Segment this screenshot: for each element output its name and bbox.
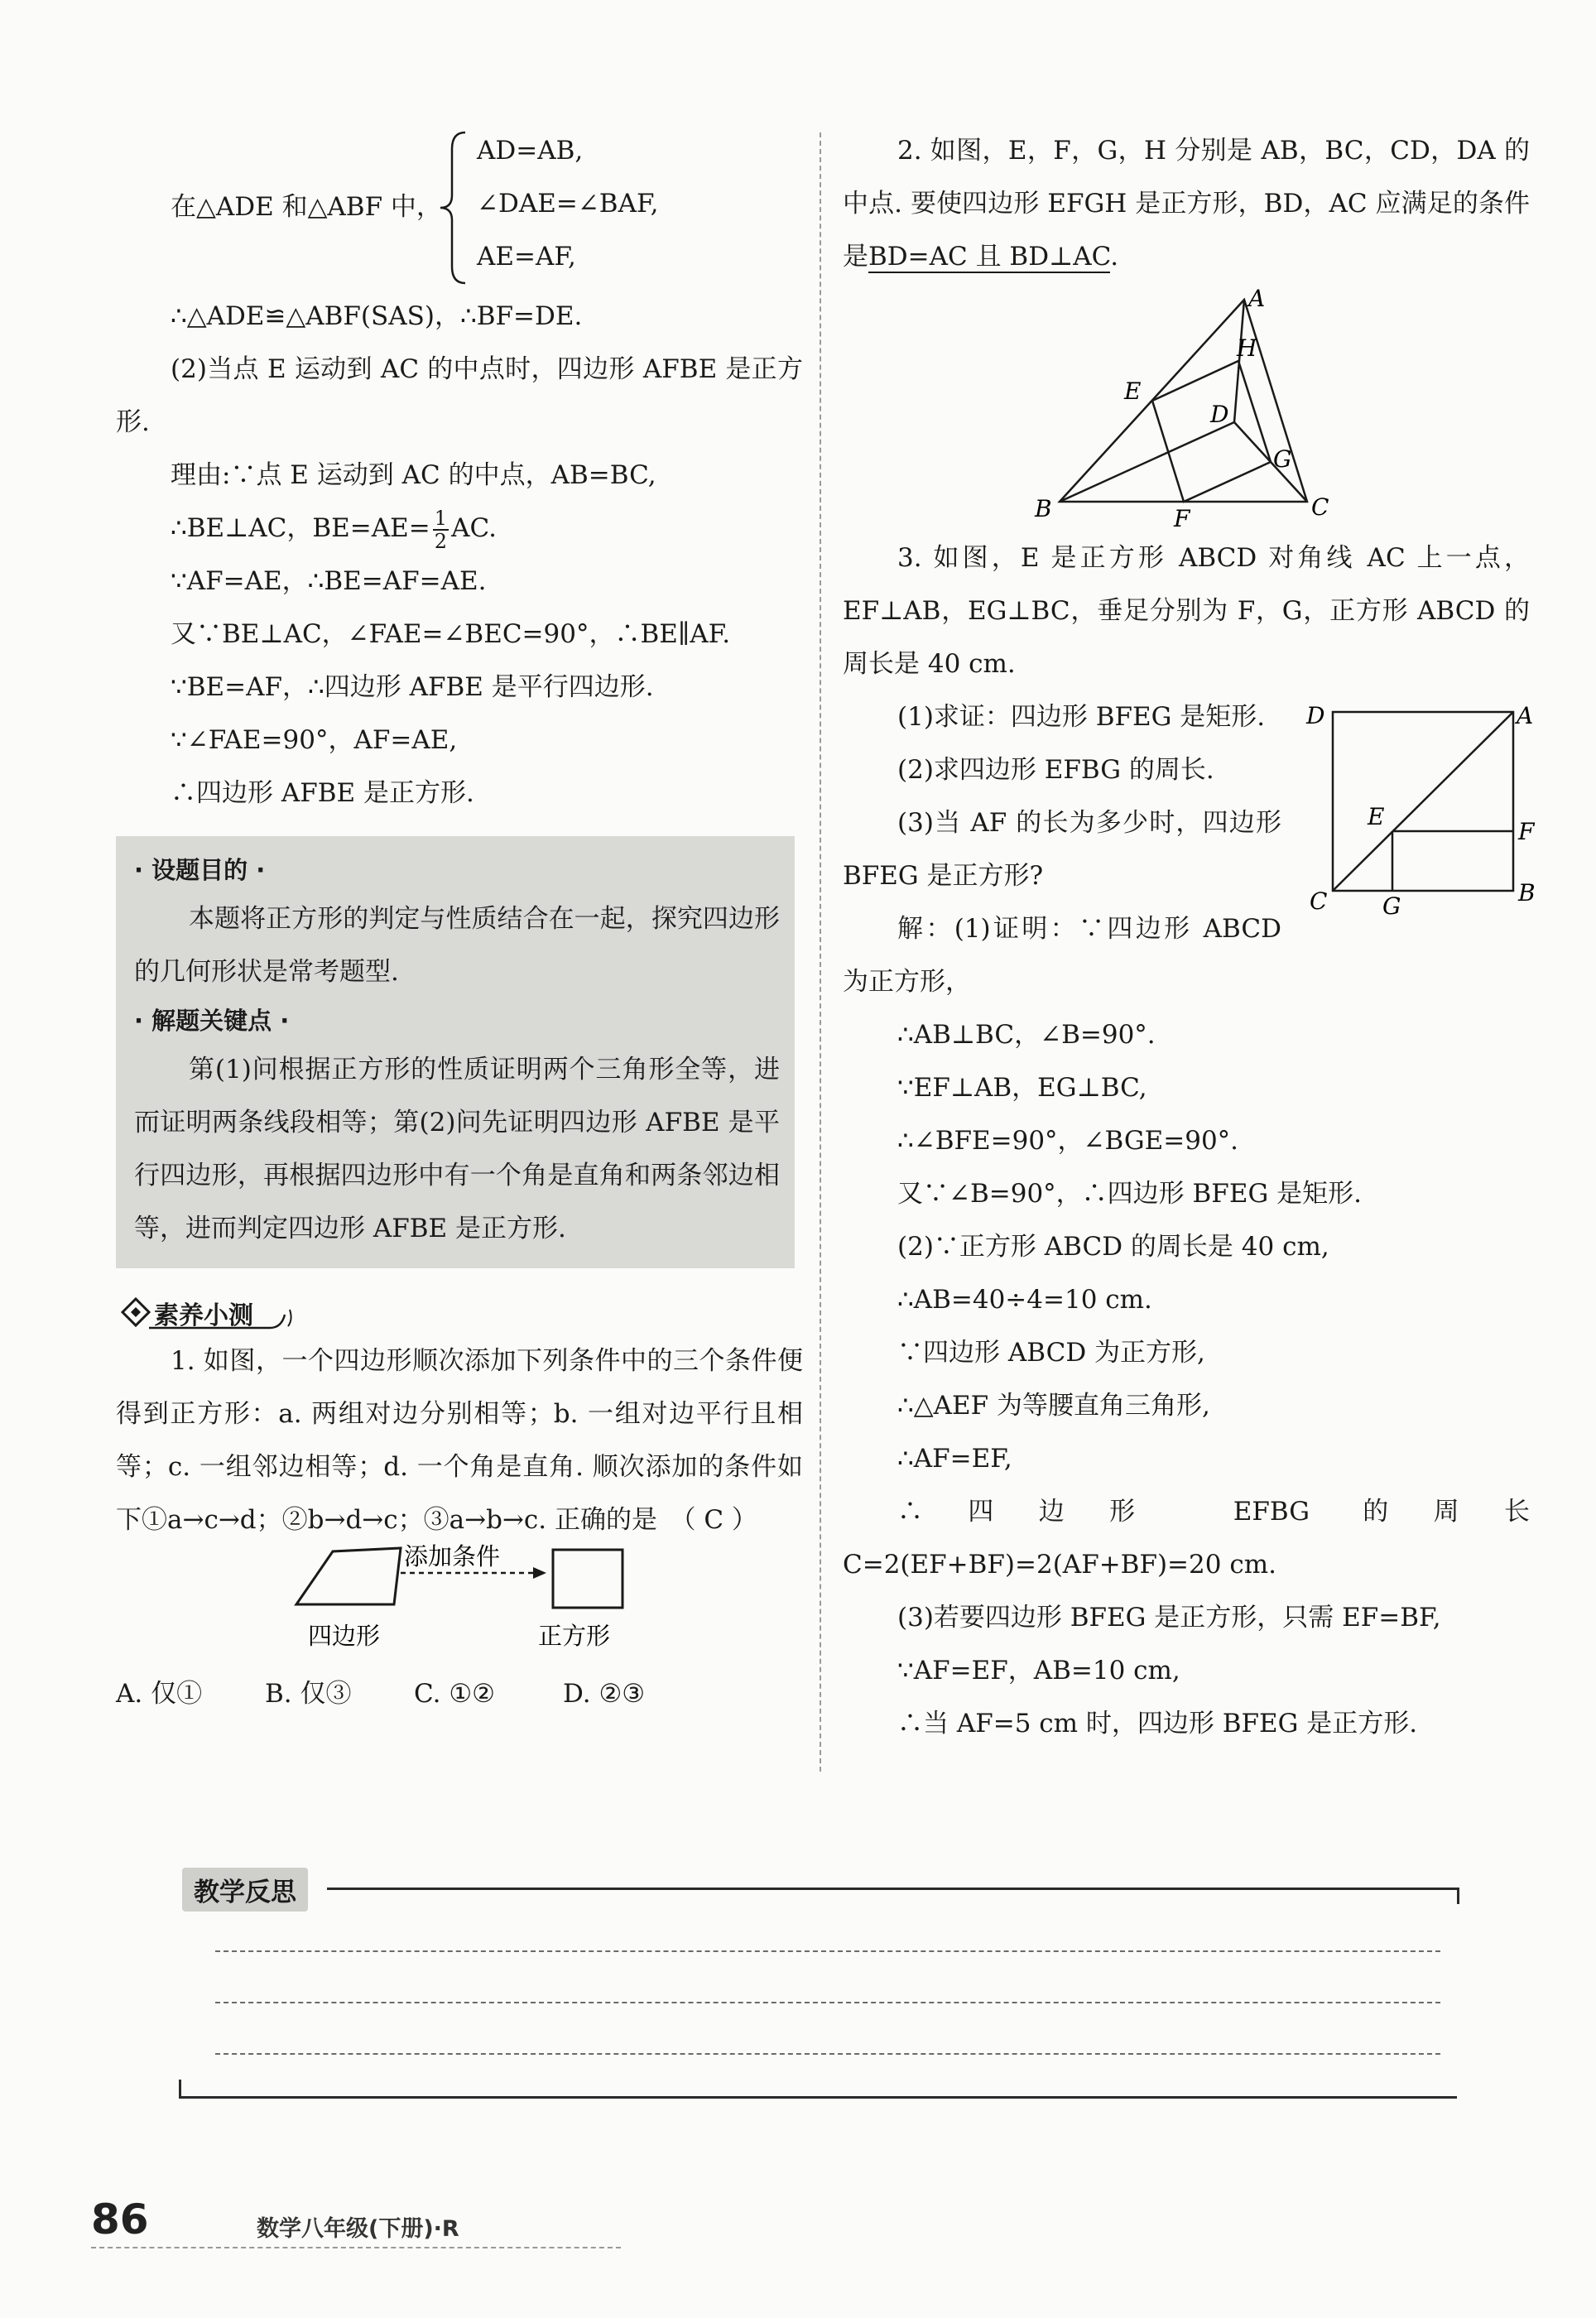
solution-intro: 解：(1)证明：∵四边形 ABCD 为正方形，: [843, 914, 1281, 997]
reflection-bottom-rule: [179, 2096, 1457, 2099]
footer-rule: [91, 2247, 621, 2248]
question-1-figure: [116, 1542, 803, 1669]
label-g: G: [1382, 892, 1401, 920]
solution-line: ∴AF=EF,: [897, 1444, 1012, 1474]
be-line: [116, 502, 803, 555]
reflection-title: 教学反思: [182, 1868, 308, 1912]
question-3-figure: [1300, 695, 1536, 920]
solution-line: ∴AB=40÷4=10 cm.: [897, 1285, 1152, 1315]
choice-b[interactable]: B. 仅③: [265, 1679, 352, 1709]
solution-line: 又∵∠B=90°，∴四边形 BFEG 是矩形.: [897, 1179, 1362, 1209]
final-line: (3)若要四边形 BFEG 是正方形，只需 EF=BF,: [897, 1603, 1441, 1633]
solution-line: (2)∵正方形 ABCD 的周长是 40 cm,: [897, 1232, 1329, 1262]
writing-line[interactable]: [215, 2002, 1440, 2003]
question-3-text: 3. 如图，E 是正方形 ABCD 对角线 AC 上一点，EF⊥AB，EG⊥BC，垂足分别为 F，G，正方形 ABCD 的周长是 40 cm.: [843, 543, 1530, 679]
column-divider: [820, 132, 821, 1772]
step-line: ∵BE=AF，∴四边形 AFBE 是平行四边形.: [171, 672, 654, 702]
label-f: F: [1518, 818, 1535, 845]
choice-d[interactable]: D. ②③: [563, 1679, 646, 1709]
label-d: D: [1210, 401, 1229, 428]
question-3-part: (2)求四边形 EFBG 的周长.: [897, 755, 1214, 785]
be-line-prefix: ∴BE⊥AC，BE=AE=: [171, 513, 430, 543]
question-2-answer: BD=AC 且 BD⊥AC: [868, 242, 1111, 272]
right-column: [843, 124, 1536, 1750]
page-footer: [91, 2195, 671, 2253]
key-text: 第(1)问根据正方形的性质证明两个三角形全等，进而证明两条线段相等；第(2)问先证明四边形 AFBE 是平行四边形，再根据四边形中有一个角是直角和两条邻边相等，进而判定四边形 AFBE 是正方形.: [134, 1055, 780, 1243]
writing-line[interactable]: [215, 1950, 1440, 1952]
reason-line: 理由:∵点 E 运动到 AC 的中点，AB=BC,: [171, 460, 656, 490]
page-number: 86: [91, 2195, 149, 2243]
label-c: C: [1311, 493, 1329, 521]
solution-line: ∴△AEF 为等腰直角三角形,: [897, 1391, 1210, 1421]
note-box: [116, 836, 795, 1268]
label-d: D: [1306, 702, 1325, 729]
label-b: B: [1518, 879, 1536, 907]
arrow-head-icon: [533, 1567, 546, 1579]
right-caption: 正方形: [538, 1622, 611, 1650]
brace-line: ∠DAE=∠BAF,: [477, 189, 659, 219]
final-line: ∵AF=EF，AB=10 cm,: [897, 1656, 1180, 1686]
perimeter-line: ∴四边形 EFBG 的周长 C=2(EF+BF)=2(AF+BF)=20 cm.: [843, 1497, 1530, 1580]
solution-line: ∴AB⊥BC，∠B=90°.: [897, 1020, 1156, 1050]
choices-row: [116, 1669, 803, 1719]
square-shape: [553, 1550, 623, 1608]
label-g: G: [1273, 445, 1292, 473]
step-line: ∵AF=AE，∴BE=AF=AE.: [171, 566, 487, 596]
brace-lines: [477, 124, 659, 283]
section-tag: [116, 1290, 803, 1335]
reflection-end-tick: [1457, 1888, 1459, 1904]
label-a: A: [1248, 285, 1266, 312]
arrow-label: 添加条件: [404, 1542, 501, 1570]
left-column: [116, 124, 803, 1719]
brace-label: 在△ADE 和△ABF 中，: [171, 192, 442, 222]
question-3-figure-wrap: [1300, 695, 1536, 920]
choice-c[interactable]: C. ①②: [414, 1679, 495, 1709]
teaching-reflection: [182, 1868, 1457, 2099]
label-c: C: [1310, 887, 1328, 915]
left-brace-icon: [437, 129, 470, 286]
solution-line: ∴∠BFE=90°，∠BGE=90°.: [897, 1126, 1239, 1156]
condition-brace-block: [171, 124, 803, 290]
book-title: 数学八年级(下册)·R: [257, 2216, 459, 2242]
solution-line: ∵四边形 ABCD 为正方形,: [897, 1338, 1205, 1368]
label-f: F: [1174, 505, 1190, 532]
label-b: B: [1035, 495, 1052, 522]
left-caption: 四边形: [308, 1622, 381, 1650]
step-line: ∵∠FAE=90°，AF=AE,: [171, 725, 458, 755]
step-line: 又∵BE⊥AC，∠FAE=∠BEC=90°，∴BE∥AF.: [171, 619, 731, 649]
congruence-line: ∴△ADE≌△ABF(SAS)，∴BF=DE.: [171, 301, 583, 331]
solution-line: ∵EF⊥AB，EG⊥BC,: [897, 1073, 1147, 1103]
question-2-text: 2. 如图，E，F，G，H 分别是 AB，BC，CD，DA 的中点. 要使四边形 EFGH 是正方形，BD，AC 应满足的条件是BD=AC 且 BD⊥AC.: [843, 136, 1530, 272]
reflection-top-rule: [327, 1888, 1457, 1890]
choice-a[interactable]: A. 仅①: [116, 1679, 203, 1709]
question-3-part: (3)当 AF 的长为多少时，四边形 BFEG 是正方形?: [843, 808, 1281, 891]
label-a: A: [1517, 702, 1534, 729]
brace-line: AD=AB,: [477, 136, 584, 166]
be-line-suffix: AC.: [451, 513, 497, 543]
question-3-parts: [843, 690, 1281, 1008]
reflection-start-tick: [179, 2080, 181, 2096]
label-e: E: [1368, 803, 1385, 830]
half-fraction: $\frac{1}{2}$: [434, 506, 448, 553]
label-e: E: [1124, 378, 1142, 405]
question-2-figure: [843, 283, 1530, 531]
question-1-text: 1. 如图，一个四边形顺次添加下列条件中的三个条件便得到正方形：a. 两组对边分别相等；b. 一组对边平行且相等；c. 一组邻边相等；d. 一个角是直角. 顺次添加的条件如下①a→c→d；②b→d→c；③a→b→c. 正确的是 （ C ）: [116, 1346, 803, 1535]
brace-line: AE=AF,: [477, 242, 576, 272]
purpose-text: 本题将正方形的判定与性质结合在一起，探究四边形的几何形状是常考题型.: [134, 904, 780, 987]
writing-line[interactable]: [215, 2053, 1440, 2055]
final-line: ∴当 AF=5 cm 时，四边形 BFEG 是正方形.: [897, 1709, 1418, 1738]
key-heading: · 解题关键点 ·: [134, 1007, 290, 1035]
quadrilateral-shape: [296, 1548, 401, 1604]
label-h: H: [1237, 334, 1257, 362]
step-line: ∴四边形 AFBE 是正方形.: [171, 778, 474, 808]
part2-intro: (2)当点 E 运动到 AC 的中点时，四边形 AFBE 是正方形.: [116, 354, 803, 437]
question-3-part: (1)求证：四边形 BFEG 是矩形.: [897, 702, 1266, 732]
purpose-heading: · 设题目的 ·: [134, 856, 266, 884]
section-tag-label: 素养小测: [154, 1301, 253, 1330]
